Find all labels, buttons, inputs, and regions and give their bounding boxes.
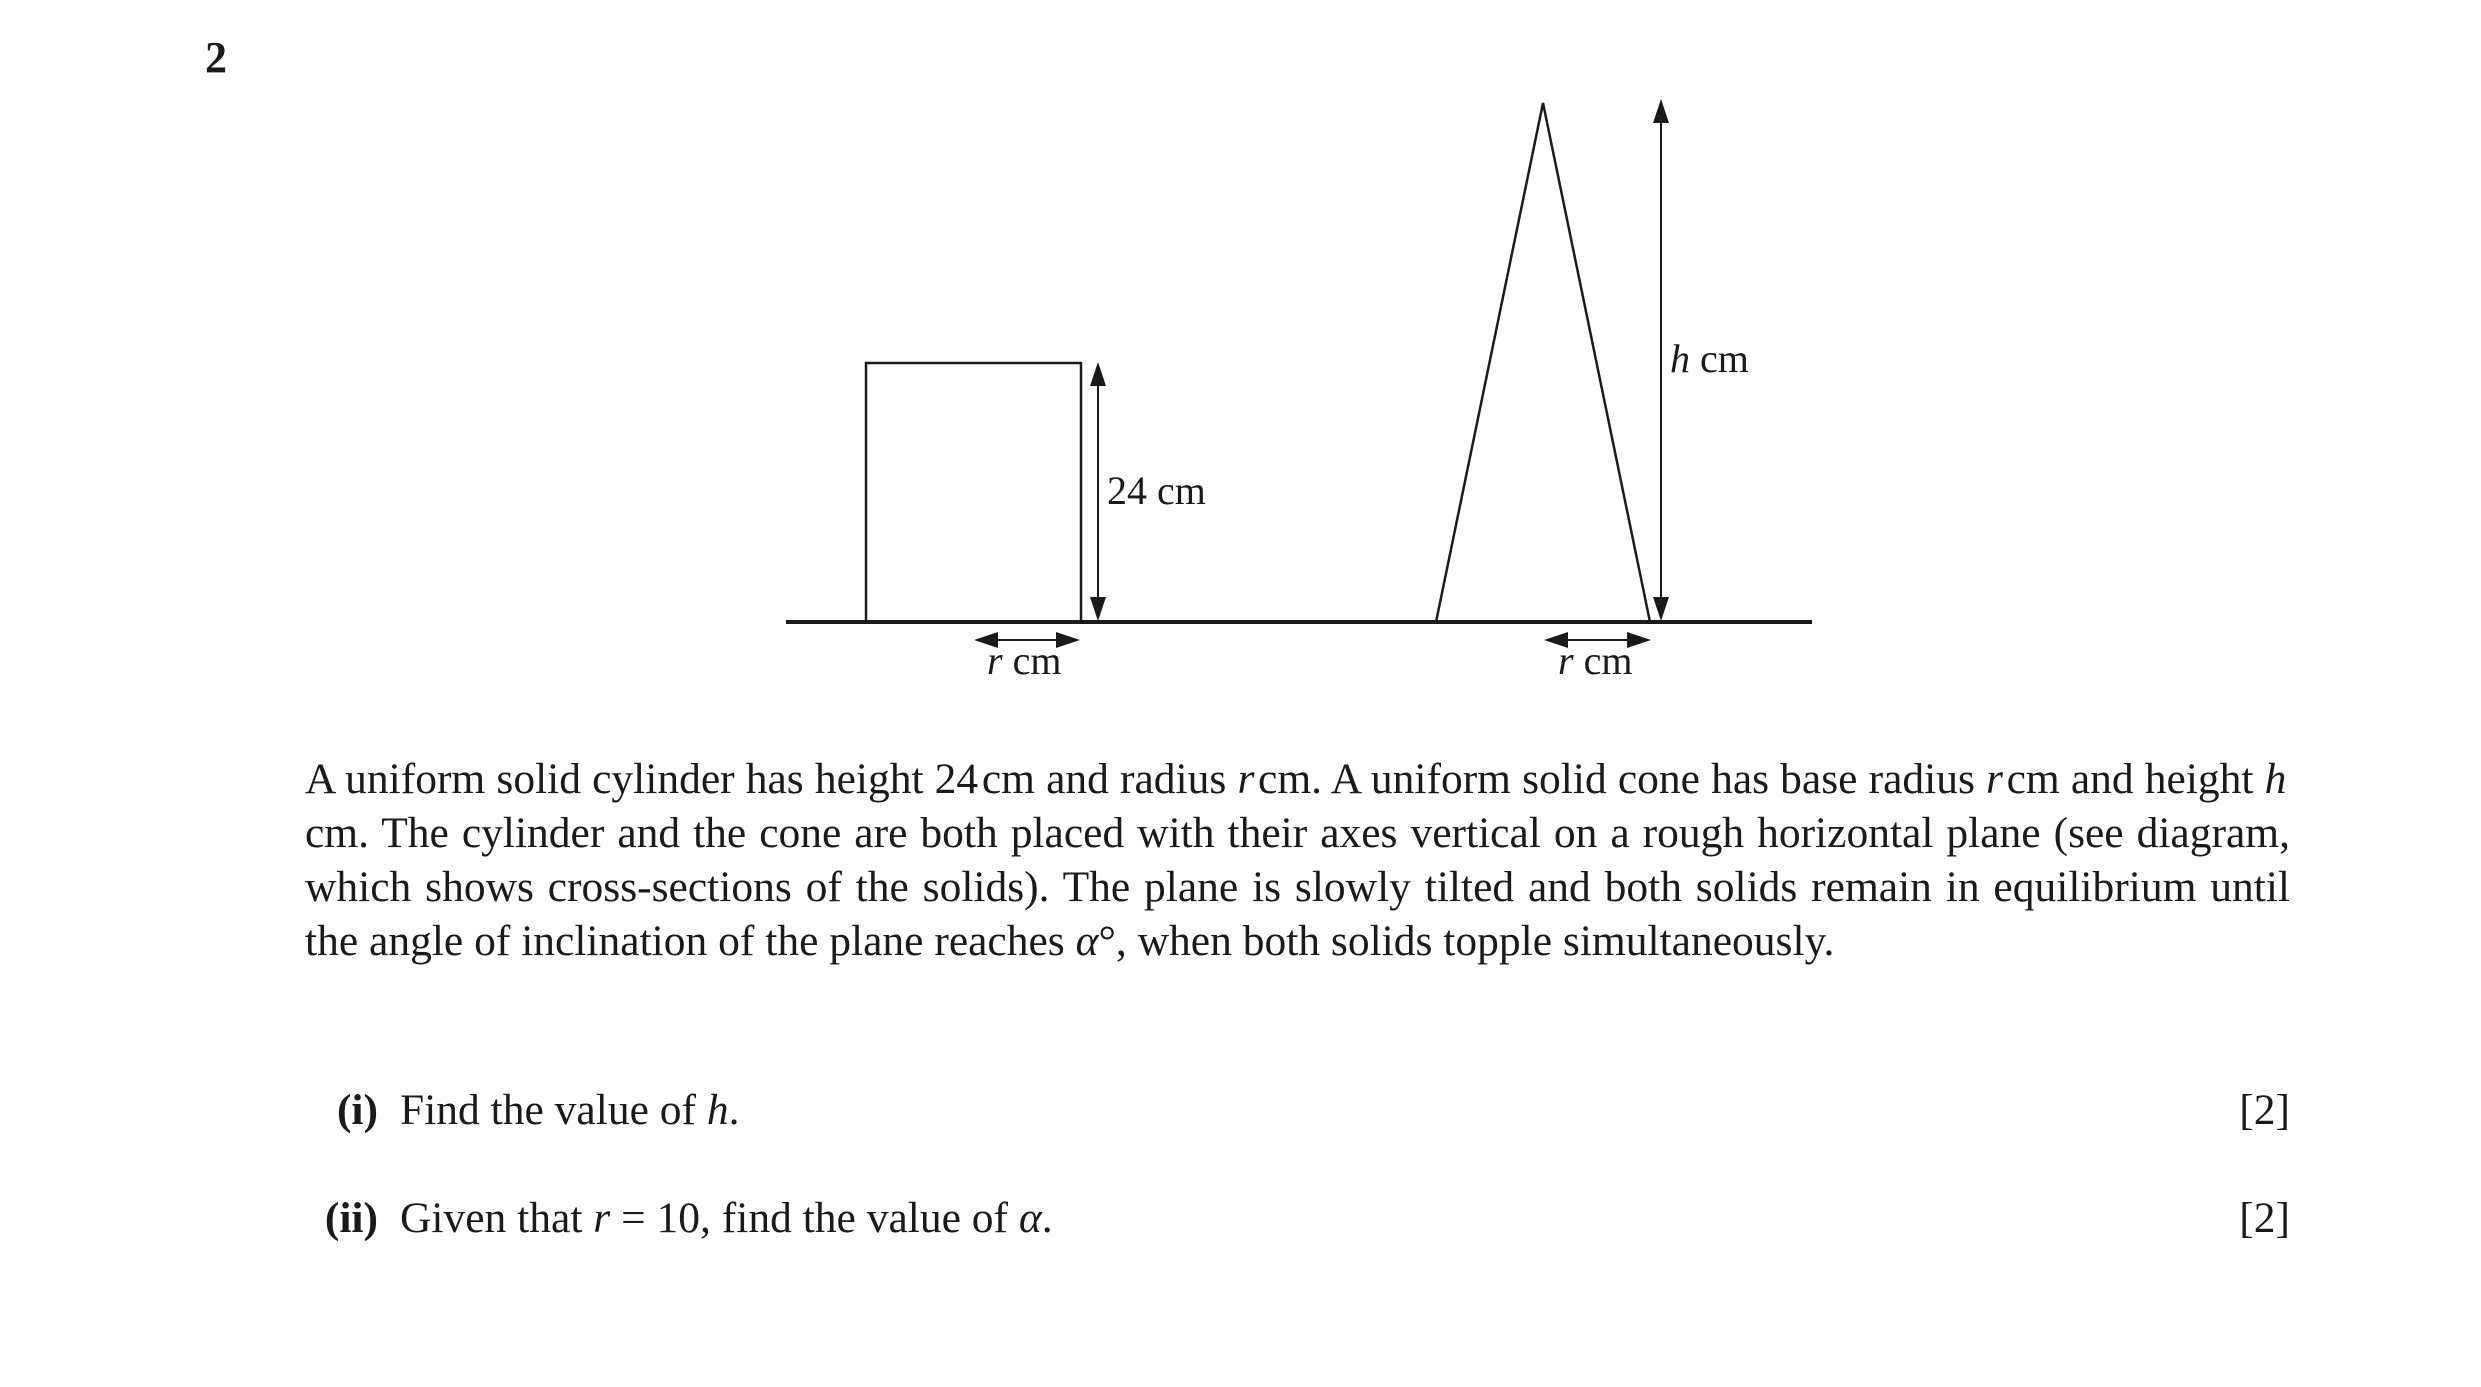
cone-height-arrow (1653, 99, 1669, 621)
cone-radius-label: r cm (1558, 638, 1633, 683)
cylinder-height-label: 24 cm (1107, 468, 1206, 513)
part-label: (ii) (324, 1194, 378, 1242)
part-text: Given that r = 10, find the value of α. (400, 1194, 1053, 1242)
part-label: (i) (336, 1086, 378, 1134)
cylinder-cross-section (866, 363, 1081, 622)
cylinder-height-arrow (1090, 362, 1106, 621)
part-marks: [2] (2239, 1086, 2290, 1134)
question-part-ii (0, 1191, 2290, 1245)
question-body: A uniform solid cylinder has height 24 cm and radius r cm. A uniform solid cone has base radius r cm and height h cm. The cylinder and the cone are both placed with their axes vertical on a rough horizontal plane (see diagram, which shows cross-sections of the solids). The plane is slowly tilted and both solids remain in equilibrium until the angle of inclination of the plane reaches α°, when both solids topple simultaneously. (305, 755, 2290, 965)
part-marks: [2] (2239, 1194, 2290, 1242)
cone-cross-section (1436, 103, 1650, 622)
question-part-i (0, 1083, 2290, 1137)
cylinder-radius-label: r cm (987, 638, 1062, 683)
cone-height-label: h cm (1670, 336, 1749, 381)
question-number: 2 (205, 33, 227, 82)
part-text: Find the value of h. (400, 1086, 740, 1134)
